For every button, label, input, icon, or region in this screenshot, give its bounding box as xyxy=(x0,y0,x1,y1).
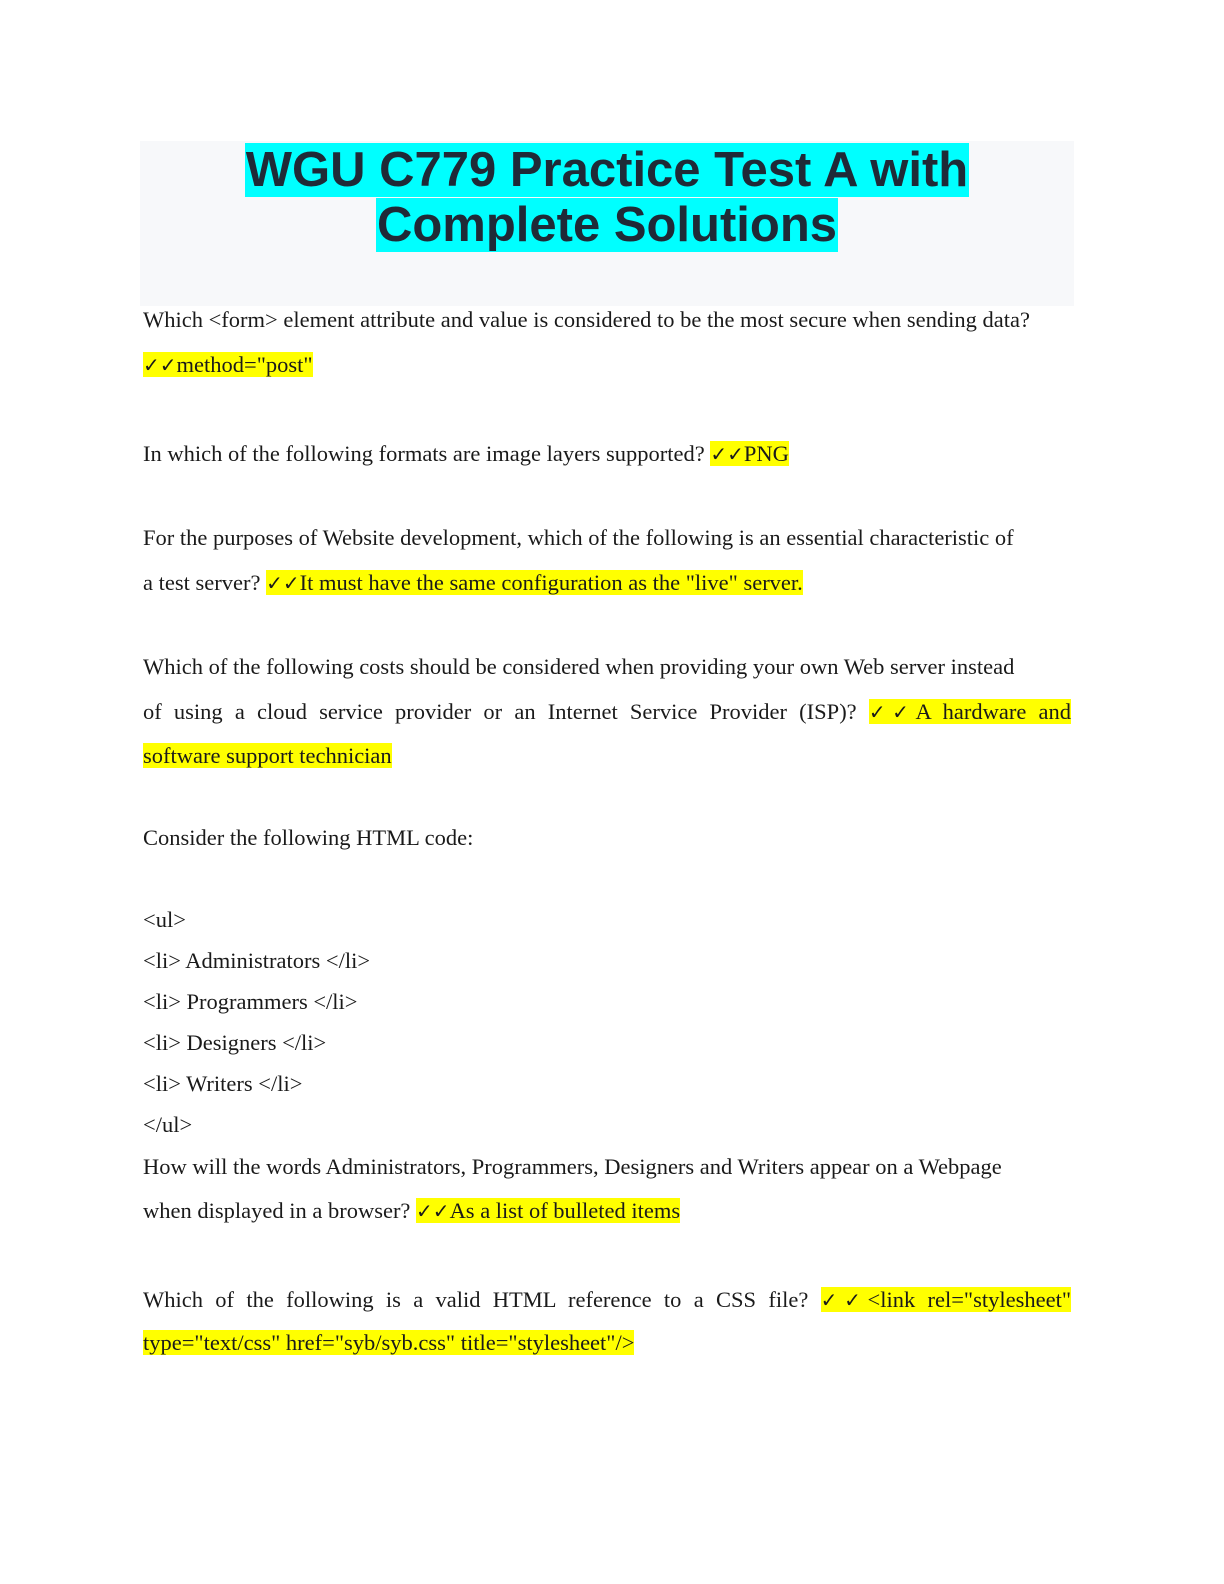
check-icon: ✓✓ xyxy=(820,1288,868,1312)
q2-line xyxy=(143,439,1071,469)
q2-answer: ✓✓PNG xyxy=(710,441,789,466)
check-icon: ✓✓ xyxy=(266,571,300,595)
check-icon: ✓✓ xyxy=(868,700,916,724)
q6-question: Which of the following is a valid HTML reference to a CSS file? xyxy=(143,1287,809,1312)
q6-line-1 xyxy=(143,1285,1071,1315)
q3-question-line-1: For the purposes of Website development, which of the following is an essential characteristic of xyxy=(143,525,1014,550)
q2-question: In which of the following formats are image layers supported? xyxy=(143,441,705,466)
q5-question-line-1: How will the words Administrators, Programmers, Designers and Writers appear on a Webpage xyxy=(143,1154,1002,1179)
code-line: <li> Programmers </li> xyxy=(143,989,358,1014)
check-icon: ✓✓ xyxy=(710,442,744,466)
q1-question: Which <form> element attribute and value is considered to be the most secure when sending data? xyxy=(143,307,1030,332)
check-icon: ✓✓ xyxy=(416,1199,450,1223)
q5-intro: Consider the following HTML code: xyxy=(143,825,474,850)
q6-answer-part-1: ✓✓<link rel="stylesheet" xyxy=(820,1287,1072,1312)
code-line: <li> Designers </li> xyxy=(143,1030,327,1055)
q4-line-2 xyxy=(143,697,1071,727)
q4-answer-part-1: ✓✓A hardware and xyxy=(868,699,1071,724)
page-title-line-1: WGU C779 Practice Test A with xyxy=(245,143,969,197)
q5-answer: ✓✓As a list of bulleted items xyxy=(416,1198,681,1223)
code-line: </ul> xyxy=(143,1112,193,1137)
q3-answer: ✓✓It must have the same configuration as the "live" server. xyxy=(266,570,803,595)
q4-question-line-1: Which of the following costs should be considered when providing your own Web server instead xyxy=(143,654,1015,679)
code-line: <li> Writers </li> xyxy=(143,1071,303,1096)
q5-question-line-2: when displayed in a browser? xyxy=(143,1198,411,1223)
q6-line-2 xyxy=(143,1328,1071,1358)
page-title-line-2: Complete Solutions xyxy=(376,198,838,252)
q3-line-2 xyxy=(143,568,1071,598)
q1-answer: ✓✓method="post" xyxy=(143,352,313,377)
q4-answer-part-2: software support technician xyxy=(143,743,392,768)
check-icon: ✓✓ xyxy=(143,353,177,377)
code-line: <ul> xyxy=(143,907,186,932)
q6-answer-part-2: type="text/css" href="syb/syb.css" title="stylesheet"/> xyxy=(143,1330,635,1355)
q3-question-line-2: a test server? xyxy=(143,570,261,595)
code-line: <li> Administrators </li> xyxy=(143,948,371,973)
q1-answer-line xyxy=(143,350,1071,380)
q4-question-line-2: of using a cloud service provider or an Internet Service Provider (ISP)? xyxy=(143,699,857,724)
q4-line-3 xyxy=(143,741,1071,771)
q5-line-2 xyxy=(143,1196,1071,1226)
title-block xyxy=(140,141,1074,306)
